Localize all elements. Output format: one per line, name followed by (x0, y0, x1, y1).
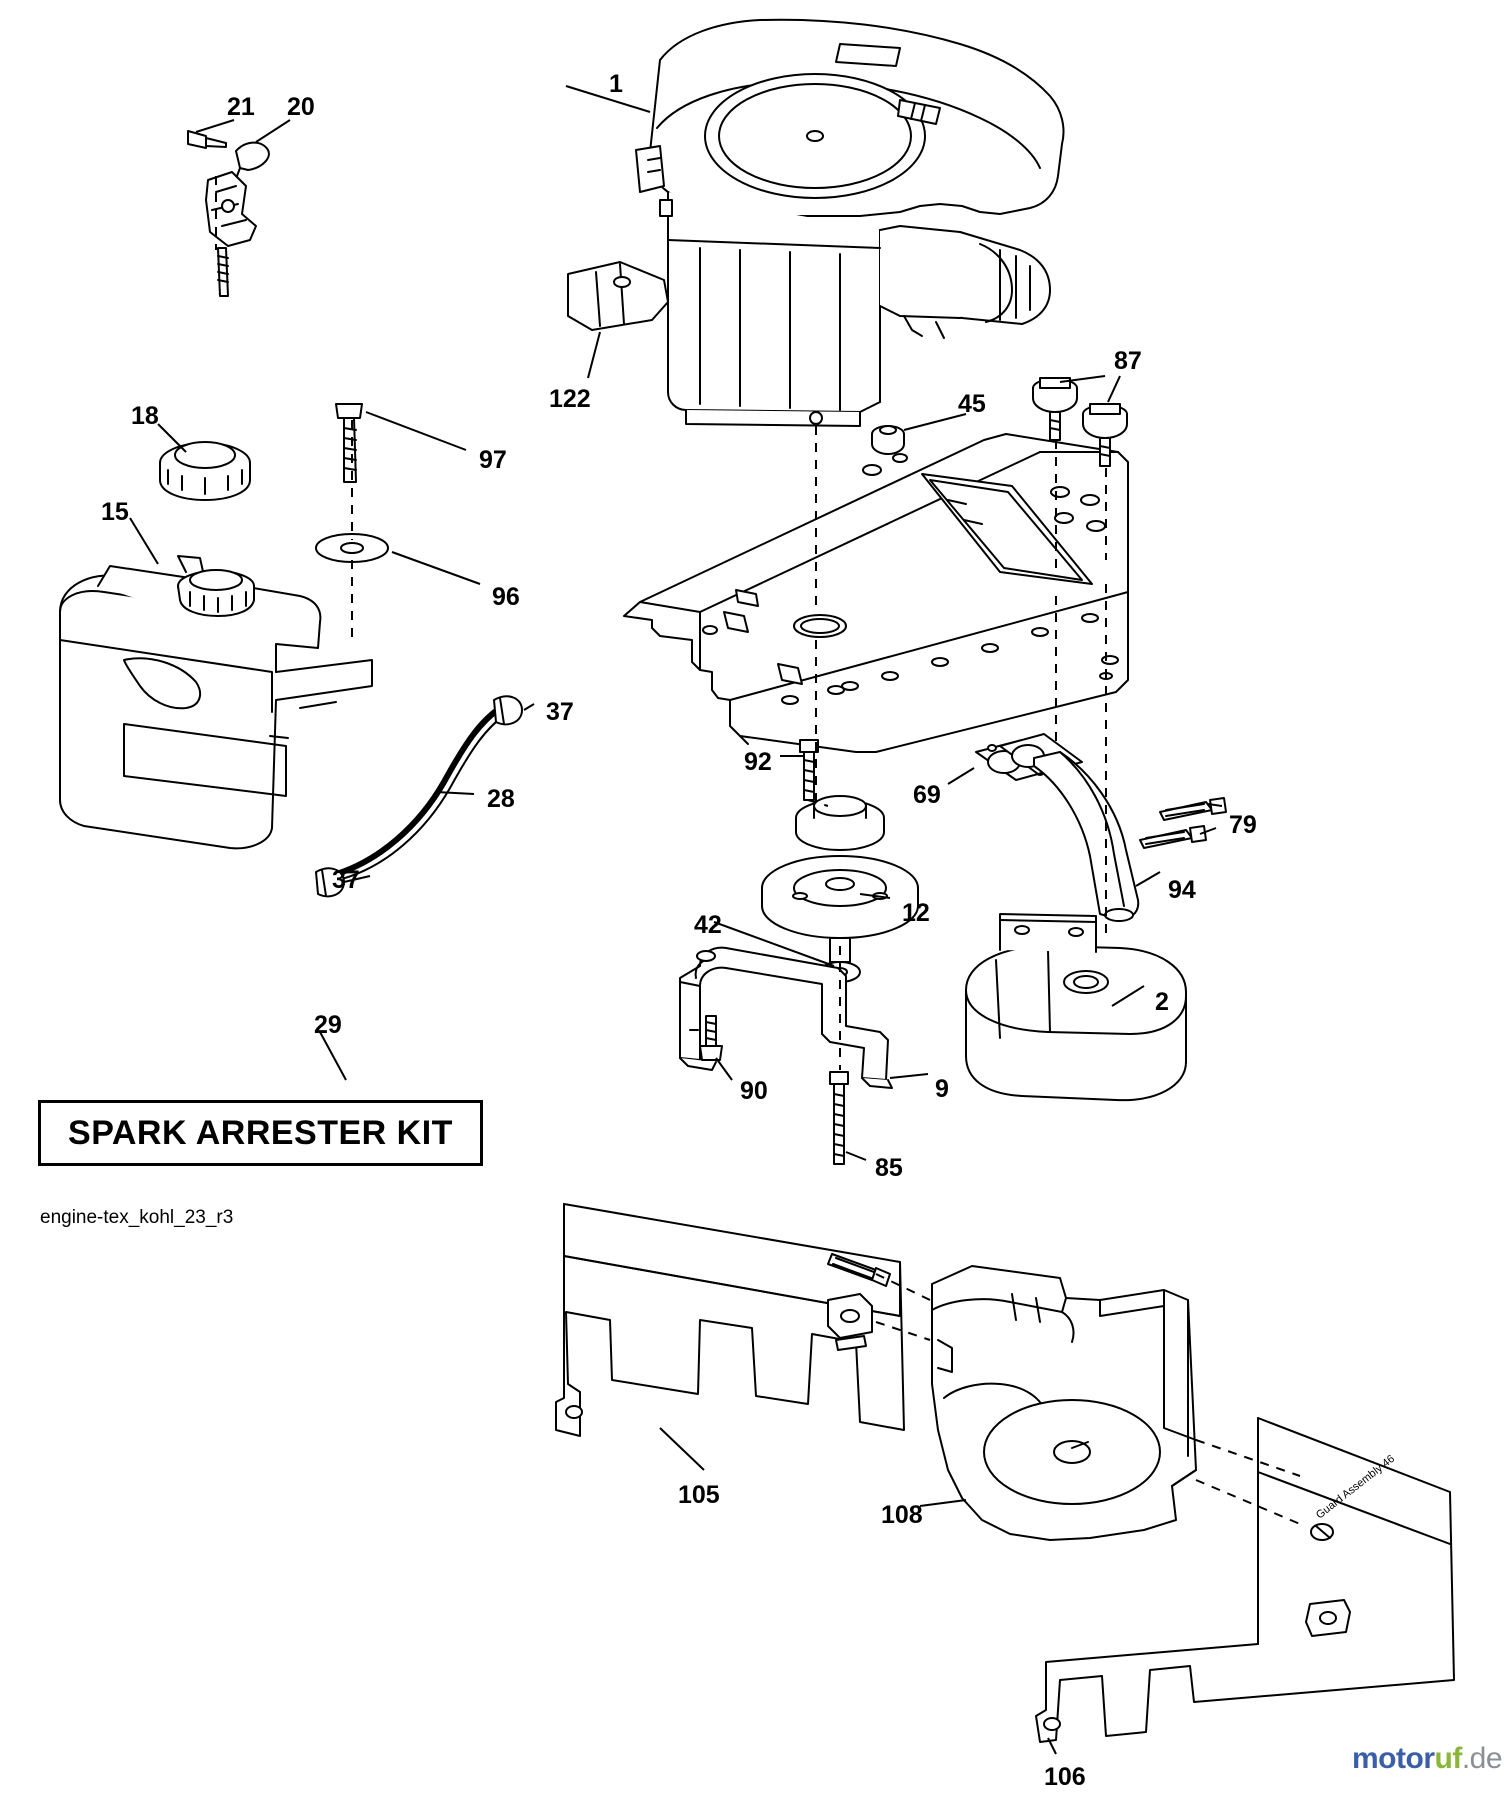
site-watermark (1352, 1742, 1502, 1776)
callout-96: 96 (492, 583, 520, 611)
callout-79: 79 (1229, 811, 1257, 839)
muffler-2 (966, 914, 1186, 1100)
fuel-tank-15 (60, 556, 372, 848)
exhaust-pipe-94 (1034, 752, 1138, 921)
callout-97: 97 (479, 446, 507, 474)
callout-37-lower: 37 (332, 866, 360, 894)
callout-18: 18 (131, 402, 159, 430)
callout-42: 42 (694, 911, 722, 939)
callout-45: 45 (958, 390, 986, 418)
watermark-part-3: .de (1461, 1742, 1503, 1775)
callout-85: 85 (875, 1154, 903, 1182)
callout-122: 122 (549, 385, 591, 413)
callout-90: 90 (740, 1077, 768, 1105)
spark-arrester-kit-label: SPARK ARRESTER KIT (68, 1113, 453, 1152)
lever-assembly-20-21 (188, 131, 269, 296)
callout-69: 69 (913, 781, 941, 809)
callout-108: 108 (881, 1501, 923, 1529)
washer-96 (316, 534, 388, 562)
callout-37-upper: 37 (546, 698, 574, 726)
callout-105: 105 (678, 1481, 720, 1509)
guard-assembly-note: Guard Assembly 46 (1314, 1452, 1398, 1522)
callout-1: 1 (609, 70, 623, 98)
callout-2: 2 (1155, 988, 1169, 1016)
bracket-122 (568, 262, 668, 330)
callout-92: 92 (744, 748, 772, 776)
screw-97 (336, 404, 362, 482)
bolt-85 (830, 1072, 848, 1164)
watermark-part-1: motor (1352, 1742, 1435, 1775)
callout-15: 15 (101, 498, 129, 526)
callout-20: 20 (287, 93, 315, 121)
callout-29: 29 (314, 1011, 342, 1039)
drawing-file-code: engine-tex_kohl_23_r3 (40, 1207, 234, 1228)
callout-28: 28 (487, 785, 515, 813)
callout-12: 12 (902, 899, 930, 927)
screw-90 (700, 1016, 722, 1060)
callout-9: 9 (935, 1075, 949, 1103)
engine-part (636, 20, 1064, 426)
grommet-45 (872, 426, 904, 454)
callout-94: 94 (1168, 876, 1196, 904)
callout-21: 21 (227, 93, 255, 121)
callout-106: 106 (1044, 1763, 1086, 1791)
fuel-cap-18 (160, 442, 250, 500)
callout-87: 87 (1114, 347, 1142, 375)
spark-arrester-kit-box (38, 1100, 483, 1166)
watermark-part-2: uf (1434, 1742, 1462, 1775)
chassis-frame (624, 434, 1128, 752)
